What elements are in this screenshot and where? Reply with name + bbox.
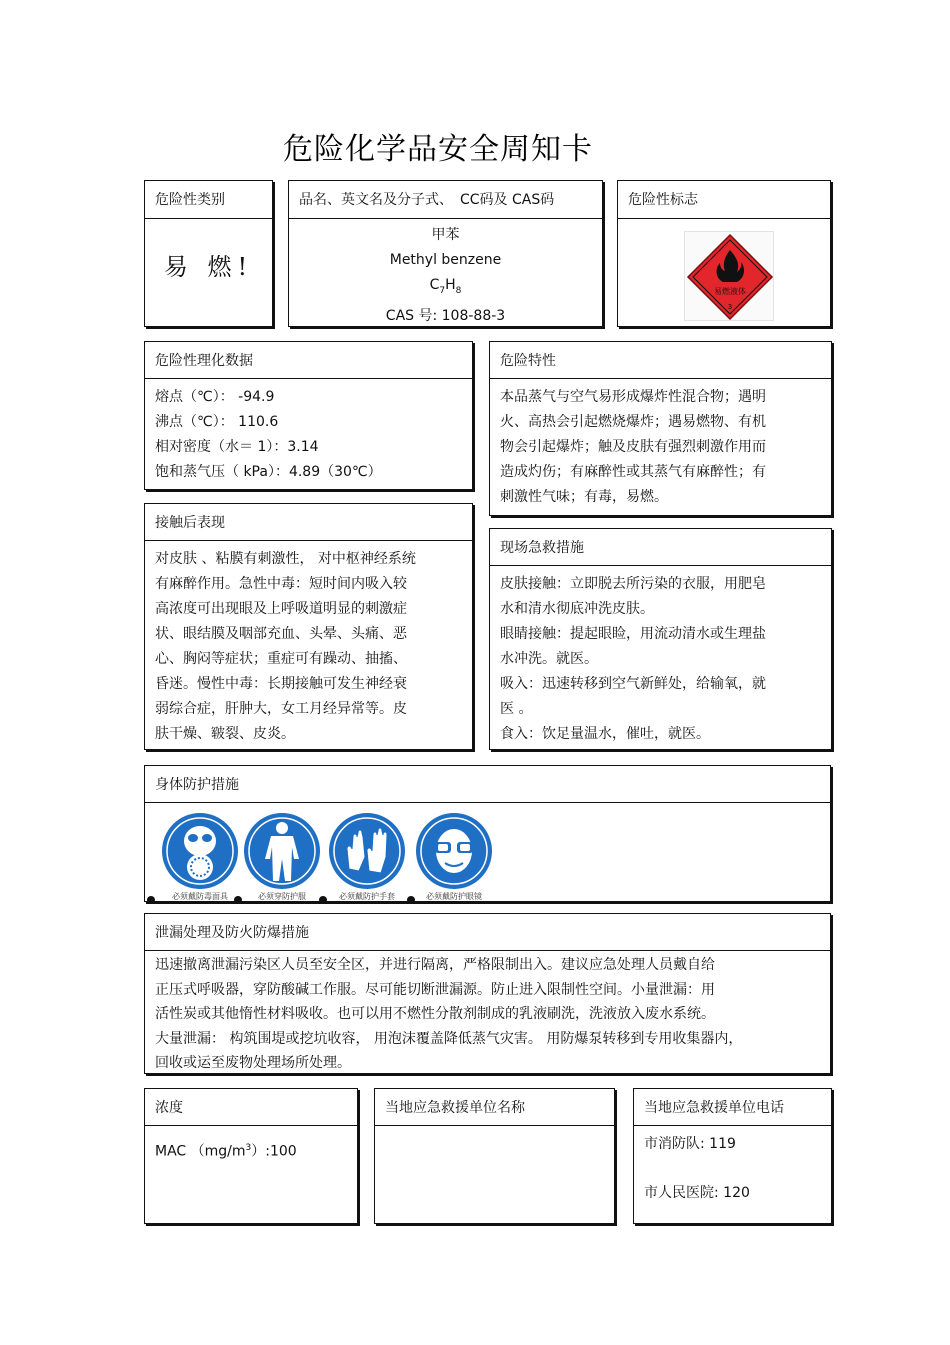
text-line: 水冲洗。就医。	[500, 651, 598, 667]
hazard-sign-box	[617, 180, 831, 327]
concentration-header: 浓度	[145, 1089, 357, 1126]
text-line: 有麻醉作用。急性中毒：短时间内吸入较	[155, 576, 407, 592]
rescue-unit-header: 当地应急救援单位名称	[375, 1089, 614, 1126]
text-line: 本品蒸气与空气易形成爆炸性混合物；遇明	[500, 389, 766, 405]
text-line: 皮肤接触：立即脱去所污染的衣服，用肥皂	[500, 576, 766, 592]
text-line: 相对密度（水＝ 1）：3.14	[155, 439, 319, 455]
hazard-sign-label: 易燃液体	[714, 287, 746, 296]
text-line: 活性炭或其他惰性材料吸收。也可以用不燃性分散剂制成的乳液刷洗，洗液放入废水系统。	[155, 1006, 715, 1022]
text-line: 眼睛接触：提起眼睑，用流动清水或生理盐	[500, 626, 766, 642]
ppe-gas-mask	[155, 811, 245, 903]
hazard-class-value: 易 燃!	[163, 253, 254, 281]
contact-symptoms-body	[145, 541, 472, 753]
ppe-label: 必须穿防护服	[258, 892, 306, 901]
bullet	[407, 896, 415, 904]
physchem-body	[145, 379, 472, 491]
text-line: 状、眼结膜及咽部充血、头晕、头痛、恶	[155, 626, 407, 642]
fire-brigade-phone: 市消防队: 119	[644, 1136, 736, 1152]
text-line: 食入：饮足量温水，催吐，就医。	[500, 726, 710, 742]
identity-box	[288, 180, 603, 327]
text-line: 高浓度可出现眼及上呼吸道明显的刺激症	[155, 601, 407, 617]
hazard-class-header: 危险性类别	[145, 181, 272, 219]
page-title: 危险化学品安全周知卡	[283, 132, 593, 167]
rescue-unit-box	[374, 1088, 615, 1224]
concentration-box	[144, 1088, 358, 1224]
text-line: 弱综合症，肝肿大，女工月经异常等。皮	[155, 701, 407, 717]
body-protection-header: 身体防护措施	[145, 766, 830, 803]
text-line: 回收或运至废物处理场所处理。	[155, 1055, 351, 1071]
identity-header: 品名、英文名及分子式、 CC码及 CAS码	[289, 181, 602, 219]
bullet	[147, 896, 155, 904]
ppe-protective-suit	[241, 811, 323, 903]
first-aid-box	[489, 528, 832, 750]
first-aid-header: 现场急救措施	[490, 529, 831, 566]
hazard-properties-body	[490, 379, 831, 516]
text-line: 吸入：迅速转移到空气新鲜处，给输氧，就	[500, 676, 766, 692]
text-line: 水和清水彻底冲洗皮肤。	[500, 601, 654, 617]
flammable-liquid-sign	[684, 231, 774, 321]
contact-symptoms-header: 接触后表现	[145, 504, 472, 541]
text-line: 物会引起爆炸；触及皮肤有强烈刺激作用而	[500, 439, 766, 455]
first-aid-body	[490, 566, 831, 753]
text-line: 正压式呼吸器，穿防酸碱工作服。尽可能切断泄漏源。防止进入限制性空间。小量泄漏：用	[155, 981, 715, 998]
spill-handling-header: 泄漏处理及防火防爆措施	[145, 914, 830, 951]
text-line: 造成灼伤；有麻醉性或其蒸气有麻醉性；有	[500, 464, 766, 480]
ppe-label: 必须戴防护手套	[339, 892, 395, 901]
physchem-box	[144, 341, 473, 490]
hospital-phone: 市人民医院: 120	[644, 1185, 750, 1201]
text-line: 医 。	[500, 701, 533, 717]
hazard-properties-box	[489, 341, 832, 516]
text-line: 大量泄漏： 构筑围堤或挖坑收容， 用泡沫覆盖降低蒸气灾害。 用防爆泵转移到专用收集器内，	[155, 1030, 743, 1047]
goggles-icon	[409, 811, 499, 891]
text-line: 刺激性气味；有毒，易燃。	[500, 489, 668, 505]
spill-handling-box	[144, 913, 831, 1074]
hazard-class-box	[144, 180, 273, 327]
text-line: 对皮肤 、粘膜有刺激性， 对中枢神经系统	[155, 551, 416, 567]
hazard-sign-header: 危险性标志	[618, 181, 830, 219]
english-name: Methyl benzene	[389, 252, 502, 268]
gloves-icon	[325, 811, 409, 891]
bullet	[319, 896, 327, 904]
rescue-phone-body	[634, 1126, 831, 1211]
body-protection-box	[144, 765, 831, 902]
spill-handling-body	[145, 951, 830, 1078]
flame-icon	[685, 232, 775, 322]
molecular-formula: $C_7H_8$	[429, 277, 462, 296]
concentration-value: MAC $(mg/m^3):100$	[155, 1143, 297, 1160]
hazard-sign-class: 3	[727, 303, 733, 311]
rescue-unit-body	[375, 1126, 614, 1138]
contact-symptoms-box	[144, 503, 473, 750]
rescue-phone-box	[633, 1088, 832, 1224]
ppe-gloves	[325, 811, 409, 903]
rescue-phone-header: 当地应急救援单位电话	[634, 1089, 831, 1126]
protective-suit-icon	[241, 811, 323, 891]
text-line: 迅速撤离泄漏污染区人员至安全区，并进行隔离，严格限制出入。建议应急处理人员戴自给	[155, 957, 715, 973]
text-line: 熔点（℃）： -94.9	[155, 389, 275, 405]
physchem-header: 危险性理化数据	[145, 342, 472, 379]
text-line: 昏迷。慢性中毒：长期接触可发生神经衰	[155, 676, 407, 692]
ppe-label: 必须戴防毒面具	[172, 892, 228, 901]
text-line: 肤干燥、皲裂、皮炎。	[155, 726, 295, 742]
gas-mask-icon	[155, 811, 245, 891]
text-line: 心、胸闷等症状；重症可有躁动、抽搐、	[155, 651, 407, 667]
text-line: 饱和蒸气压（ kPa）：4.89（30℃）	[155, 464, 382, 480]
ppe-label: 必须戴防护眼镜	[426, 892, 482, 901]
hazard-properties-header: 危险特性	[490, 342, 831, 379]
cas-number: CAS 号: 108-88-3	[385, 307, 506, 324]
ppe-goggles	[409, 811, 499, 903]
text-line: 沸点（℃）： 110.6	[155, 414, 279, 430]
text-line: 火、高热会引起燃烧爆炸；遇易燃物、有机	[500, 414, 766, 430]
bullet	[234, 896, 242, 904]
chinese-name: 甲苯	[431, 227, 460, 243]
